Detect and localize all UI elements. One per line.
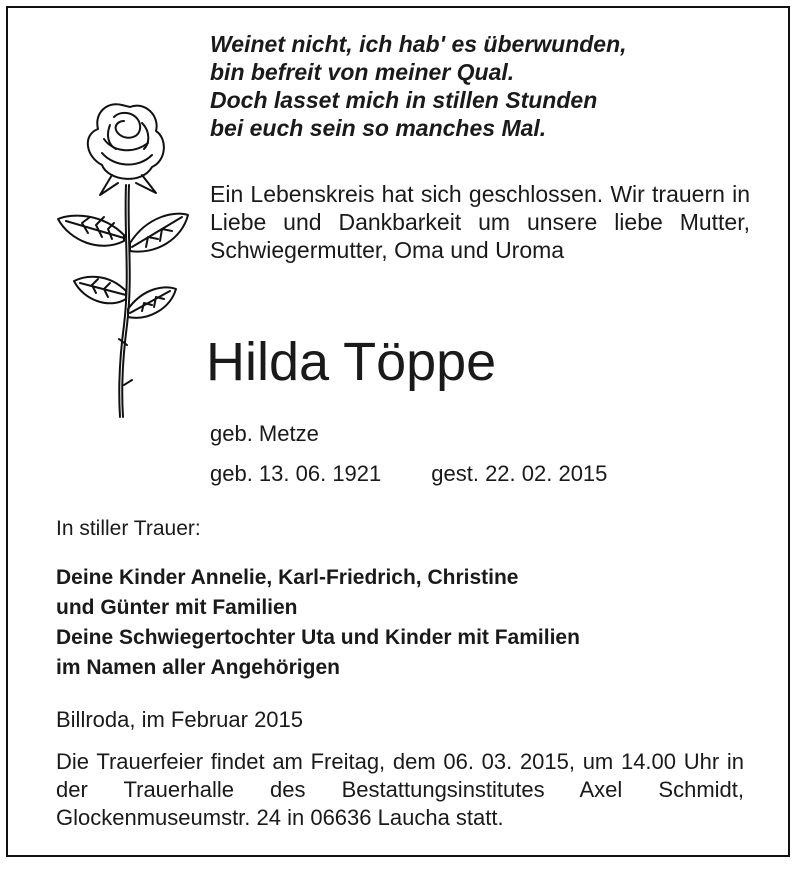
- poem-line: bin befreit von meiner Qual.: [210, 59, 515, 85]
- poem-line: Weinet nicht, ich hab' es überwunden,: [210, 31, 627, 57]
- mourners-label: In stiller Trauer:: [56, 517, 201, 540]
- maiden-name: geb. Metze: [210, 421, 319, 446]
- mourners-line: Deine Kinder Annelie, Karl-Friedrich, Christine: [56, 566, 519, 589]
- life-dates: [210, 460, 607, 488]
- place-date: Billroda, im Februar 2015: [56, 707, 304, 732]
- poem-line: bei euch sein so manches Mal.: [210, 115, 547, 141]
- birth-date: geb. 13. 06. 1921: [210, 461, 382, 486]
- poem-line: Doch lasset mich in stillen Stunden: [210, 87, 598, 113]
- mourners-line: im Namen aller Angehörigen: [56, 656, 340, 679]
- mourners-line: und Günter mit Familien: [56, 596, 298, 619]
- deceased-name: Hilda Töppe: [206, 332, 497, 392]
- mourners-list: [56, 563, 580, 683]
- death-date: gest. 22. 02. 2015: [431, 461, 608, 486]
- poem: [210, 30, 770, 142]
- ceremony-info: Die Trauerfeier findet am Freitag, dem 06. 03. 2015, um 14.00 Uhr in der Trauerhalle des Bestattungsinstitutes Axel Schmidt, Glockenmuseumstr. 24 in 06636 Laucha statt.: [56, 749, 744, 830]
- rose-icon: [52, 95, 192, 425]
- mourners-line: Deine Schwiegertochter Uta und Kinder mit Familien: [56, 626, 580, 649]
- intro-text: Ein Lebenskreis hat sich geschlossen. Wir trauern in Liebe und Dankbarkeit um unsere liebe Mutter, Schwiegermutter, Oma und Uroma: [210, 181, 750, 263]
